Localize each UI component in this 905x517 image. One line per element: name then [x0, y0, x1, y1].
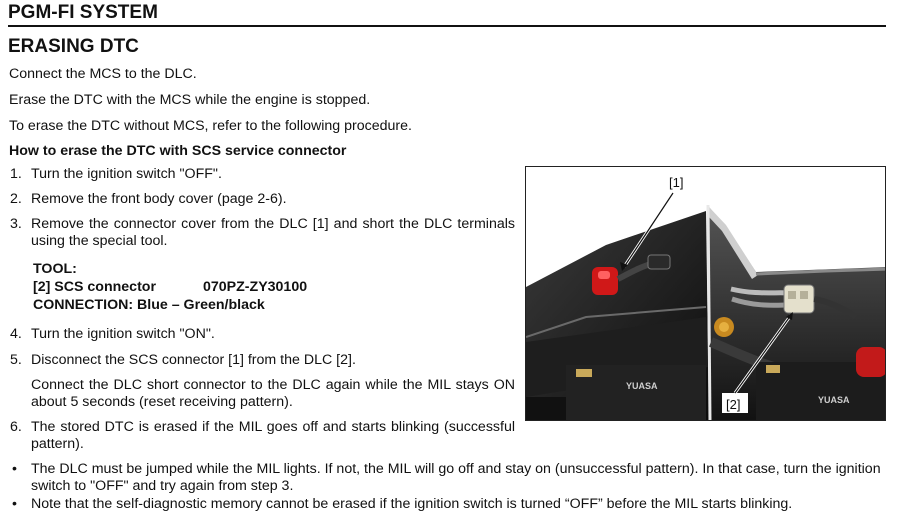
step-text: Remove the connector cover from the DLC [1] and short the DLC terminals using the special tool.	[31, 216, 515, 249]
tool-item-part: 070PZ-ZY30100	[203, 279, 308, 295]
step-number: 1.	[10, 166, 22, 182]
subheading: How to erase the DTC with SCS service connector	[9, 143, 347, 159]
step-number: 2.	[10, 191, 22, 207]
dlc-photo	[525, 166, 886, 421]
intro-line: Connect the MCS to the DLC.	[9, 66, 197, 82]
battery-label-right: YUASA	[818, 395, 850, 405]
tool-heading: TOOL:	[33, 261, 77, 277]
step-number: 5.	[10, 352, 22, 368]
callout-2: [2]	[726, 397, 741, 412]
page-header	[8, 0, 886, 27]
intro-line: Erase the DTC with the MCS while the engine is stopped.	[9, 92, 371, 108]
tool-item-label: [2] SCS connector	[33, 279, 156, 295]
step-number: 6.	[10, 419, 22, 435]
step-text: Disconnect the SCS connector [1] from the DLC [2].	[31, 352, 356, 368]
note-text: The DLC must be jumped while the MIL lights. If not, the MIL will go off and stay on (unsuccessful pattern). In that case, turn the ignition switch to "OFF" and try again from step 3.	[31, 461, 881, 494]
callout-1: [1]	[669, 175, 684, 190]
section-title: ERASING DTC	[8, 36, 139, 57]
step-text: The stored DTC is erased if the MIL goes off and starts blinking (successful pattern).	[31, 419, 515, 452]
bullet-icon: •	[12, 496, 17, 512]
step-extra-text: Connect the DLC short connector to the DLC again while the MIL stays ON about 5 seconds (reset receiving pattern).	[31, 377, 515, 410]
note-text: Note that the self-diagnostic memory cannot be erased if the ignition switch is turned “OFF” before the MIL starts blinking.	[31, 496, 793, 512]
battery-label-left: YUASA	[626, 381, 658, 391]
step-number: 3.	[10, 216, 22, 232]
step-text: Remove the front body cover (page 2-6).	[31, 191, 287, 207]
intro-line: To erase the DTC without MCS, refer to the following procedure.	[9, 118, 412, 134]
bullet-icon: •	[12, 461, 17, 477]
step-text: Turn the ignition switch "OFF".	[31, 166, 222, 182]
dlc-photo-illustration	[526, 167, 886, 421]
header-title: PGM-FI SYSTEM	[8, 2, 158, 23]
step-number: 4.	[10, 326, 22, 342]
tool-connection: CONNECTION: Blue – Green/black	[33, 297, 265, 313]
step-text: Turn the ignition switch "ON".	[31, 326, 215, 342]
